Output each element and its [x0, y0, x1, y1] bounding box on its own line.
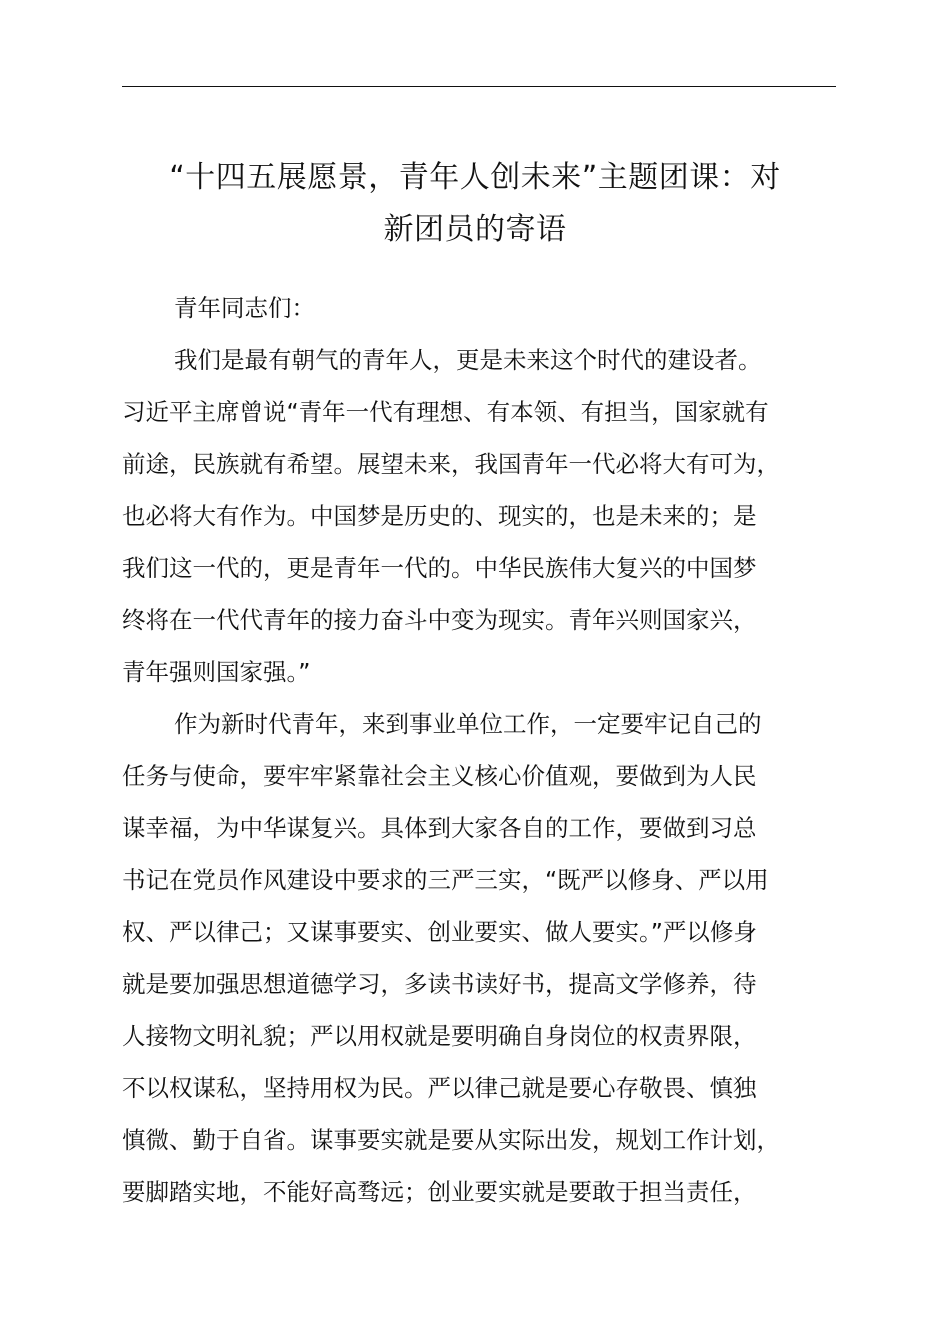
- paragraph-2-line: 书记在党员作风建设中要求的三严三实，“既严以修身、严以用: [122, 866, 769, 894]
- paragraph-2-line: 慎微、勤于自省。谋事要实就是要从实际出发，规划工作计划，: [122, 1126, 780, 1154]
- paragraph-2-line: 权、严以律己；又谋事要实、创业要实、做人要实。”严以修身: [122, 918, 757, 946]
- paragraph-1-line: 也必将大有作为。中国梦是历史的、现实的，也是未来的；是: [122, 502, 757, 530]
- paragraph-2-line: 要脚踏实地，不能好高骛远；创业要实就是要敢于担当责任，: [122, 1178, 757, 1206]
- title-line: “十四五展愿景，青年人创未来”主题团课：对: [169, 160, 781, 195]
- paragraph-1-line: 我们是最有朝气的青年人，更是未来这个时代的建设者。: [174, 346, 762, 374]
- paragraph-1-line: 我们这一代的，更是青年一代的。中华民族伟大复兴的中国梦: [122, 554, 757, 582]
- paragraph-1-line: 习近平主席曾说“青年一代有理想、有本领、有担当，国家就有: [122, 398, 769, 426]
- paragraph-2-line: 谋幸福，为中华谋复兴。具体到大家各自的工作，要做到习总: [122, 814, 757, 842]
- paragraph-2-line: 不以权谋私，坚持用权为民。严以律己就是要心存敬畏、慎独: [122, 1074, 757, 1102]
- paragraph-1-line: 前途，民族就有希望。展望未来，我国青年一代必将大有可为，: [122, 450, 780, 478]
- header-rule: [122, 86, 836, 87]
- salutation: 青年同志们：: [174, 294, 315, 322]
- title-line: 新团员的寄语: [383, 212, 567, 247]
- document-body: [122, 282, 842, 1218]
- paragraph-2-line: 作为新时代青年，来到事业单位工作，一定要牢记自己的: [174, 710, 762, 738]
- paragraph-1-line: 青年强则国家强。”: [122, 658, 311, 686]
- document-title: [100, 152, 850, 256]
- paragraph-1-line: 终将在一代代青年的接力奋斗中变为现实。青年兴则国家兴，: [122, 606, 757, 634]
- paragraph-2-line: 就是要加强思想道德学习，多读书读好书，提高文学修养，待: [122, 970, 757, 998]
- paragraph-2-line: 人接物文明礼貌；严以用权就是要明确自身岗位的权责界限，: [122, 1022, 757, 1050]
- paragraph-2-line: 任务与使命，要牢牢紧靠社会主义核心价值观，要做到为人民: [122, 762, 757, 790]
